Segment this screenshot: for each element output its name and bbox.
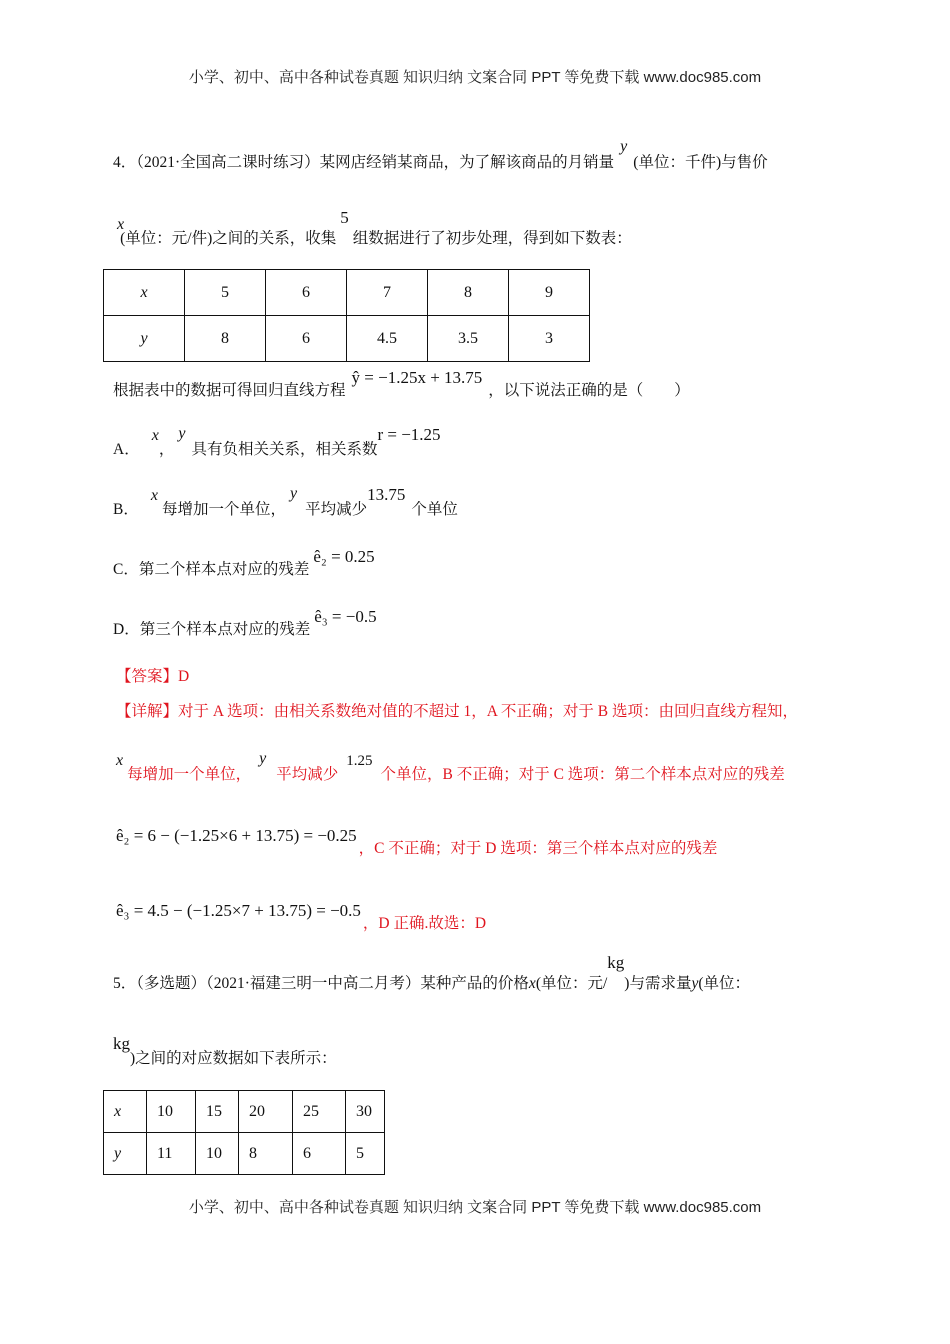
math-unit: kg (113, 1034, 130, 1053)
cell: 8 (239, 1133, 293, 1175)
text: B． (113, 501, 139, 518)
math-number: 13.75 (367, 485, 406, 504)
data-table-q4 (103, 269, 590, 362)
page-header: 小学、初中、高中各种试卷真题 知识归纳 文案合同 PPT 等免费下载 www.doc985.com (188, 69, 762, 86)
text: C．第二个样本点对应的残差 (113, 561, 310, 578)
text: 具有负相关关系，相关系数 (191, 441, 378, 458)
math-residual: ê₂ = 0.25 (313, 547, 375, 566)
math-y: y (259, 750, 267, 767)
text: )与需求量 (624, 975, 692, 992)
math-y: y (289, 485, 298, 502)
math-y: y (620, 138, 628, 155)
cell: 5 (346, 1133, 385, 1175)
option-b (113, 485, 458, 519)
cell: y (104, 1133, 147, 1175)
cell: 15 (196, 1091, 239, 1133)
math-x: x (528, 975, 536, 992)
cell: 3.5 (428, 316, 509, 362)
cell: 8 (185, 316, 266, 362)
explanation-line4 (116, 901, 487, 933)
text: (单位： (698, 975, 751, 992)
text: (单位：千件)与售价 (633, 154, 768, 171)
q4-line2 (113, 208, 632, 248)
explanation-line3 (116, 826, 718, 858)
cell: 30 (346, 1091, 385, 1133)
text: 平均减少 (305, 501, 368, 518)
table-row (104, 316, 590, 362)
answer: 【答案】D (116, 668, 190, 685)
cell: 9 (509, 270, 590, 316)
table-row (104, 1133, 385, 1175)
cell: x (104, 1091, 147, 1133)
text: 每增加一个单位， (161, 501, 286, 518)
math-x: x (116, 752, 124, 769)
cell: 6 (293, 1133, 346, 1175)
option-a (113, 425, 441, 459)
cell: x (104, 270, 185, 316)
math-y: y (178, 425, 186, 442)
page-footer: 小学、初中、高中各种试卷真题 知识归纳 文案合同 PPT 等免费下载 www.doc985.com (188, 1199, 762, 1216)
text: 平均减少 (276, 766, 339, 783)
text: D．第三个样本点对应的残差 (113, 621, 311, 638)
text: 每增加一个单位， (127, 766, 252, 783)
math-x: x (150, 487, 158, 504)
cell: 6 (266, 316, 347, 362)
math-x: x (151, 427, 159, 444)
table-row (104, 270, 590, 316)
q4-line1 (113, 138, 768, 172)
text: ，C 不正确；对于 D 选项：第三个样本点对应的残差 (358, 840, 718, 857)
cell: 8 (428, 270, 509, 316)
cell: 11 (147, 1133, 196, 1175)
cell: 20 (239, 1091, 293, 1133)
math-unit: kg (607, 953, 625, 972)
math-residual: ê₂ = 6 − (−1.25×6 + 13.75) = −0.25 (116, 826, 357, 845)
explanation-line2 (116, 750, 785, 784)
cell: 7 (347, 270, 428, 316)
math-r: r = −1.25 (377, 425, 441, 444)
text: 5．（多选题）（2021·福建三明一中高二月考）某种产品的价格 (113, 975, 529, 992)
q5-line2 (113, 1034, 337, 1068)
math-5: 5 (340, 208, 349, 227)
q4-line3 (113, 368, 690, 400)
text: (单位：元/件)之间的关系，收集 (120, 230, 337, 247)
cell: 10 (196, 1133, 239, 1175)
math-residual: ê₃ = 4.5 − (−1.25×7 + 13.75) = −0.5 (116, 901, 361, 920)
text: 个单位，B 不正确；对于 C 选项：第二个样本点对应的残差 (380, 766, 785, 783)
text: 组数据进行了初步处理，得到如下数表： (352, 230, 632, 247)
math-y: y (691, 975, 699, 992)
text: ， (158, 441, 175, 458)
text: (单位：元/ (535, 975, 608, 992)
text: ，D 正确.故选：D (362, 915, 487, 932)
cell: y (104, 316, 185, 362)
text: A． (113, 441, 140, 458)
cell: 6 (266, 270, 347, 316)
text: ，以下说法正确的是（ ） (488, 382, 690, 399)
cell: 3 (509, 316, 590, 362)
table-row (104, 1091, 385, 1133)
cell: 25 (293, 1091, 346, 1133)
math-residual: ê₃ = −0.5 (314, 607, 377, 626)
text: 根据表中的数据可得回归直线方程 (113, 382, 346, 399)
text: 4．（2021·全国高二课时练习）某网店经销某商品，为了解该商品的月销量 (113, 154, 615, 171)
text: )之间的对应数据如下表所示： (130, 1050, 337, 1067)
cell: 4.5 (347, 316, 428, 362)
cell: 5 (185, 270, 266, 316)
math-x: x (117, 216, 125, 233)
text: 个单位 (411, 501, 458, 518)
math-number: 1.25 (346, 753, 373, 769)
q5-line1 (113, 953, 751, 993)
data-table-q5 (103, 1090, 385, 1175)
option-d (113, 607, 377, 639)
option-c (113, 547, 375, 579)
explanation-line1: 【详解】对于 A 选项：由相关系数绝对值的不超过 1，A 不正确；对于 B 选项：由回归直线方程知， (116, 703, 799, 720)
cell: 10 (147, 1091, 196, 1133)
regression-equation: ŷ = −1.25x + 13.75 (351, 368, 483, 387)
